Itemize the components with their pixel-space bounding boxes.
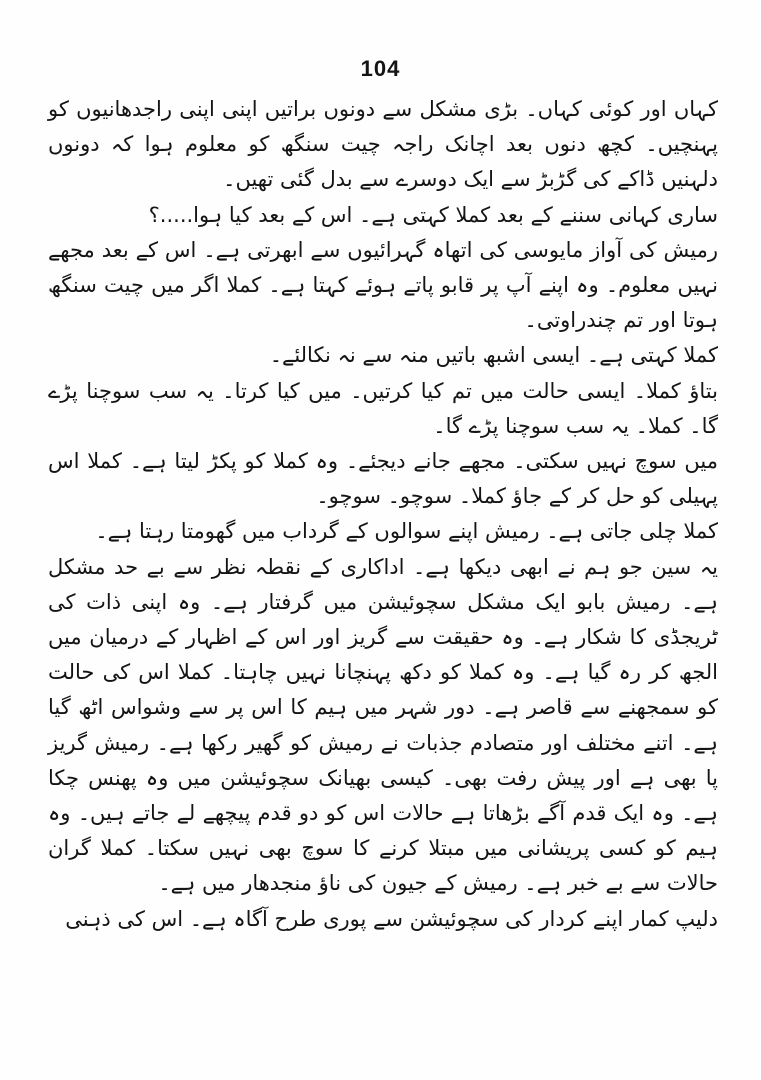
paragraph-8: یہ سین جو ہم نے ابھی دیکھا ہے۔ اداکاری کے نقطہ نظر سے بے حد مشکل ہے۔ رمیش بابو ایک مشکل سچوئیشن میں گرفتار ہے۔ وہ اپنی ذات کی ٹریجڈی کا شکار ہے۔ وہ حقیقت سے گریز اور اس کے اظہار کے درمیان میں الجھ کر رہ گیا ہے۔ وہ کملا کو دکھ پہنچانا نہیں چاہتا۔ کملا اس کی حالت کو سمجھنے سے قاصر ہے۔ دور شہر میں ہیم کا اس پر سے وشواس اٹھ گیا ہے۔ اتنے مختلف اور متصادم جذبات نے رمیش کو گھیر رکھا ہے۔ رمیش گریز پا بھی ہے اور پیش رفت بھی۔ کیسی بھیانک سچوئیشن میں وہ پھنس چکا ہے۔ وہ ایک قدم آگے بڑھاتا ہے حالات اس کو دو قدم پیچھے لے جاتے ہیں۔ وہ ہیم کو کسی پریشانی میں مبتلا کرنے کا سوچ بھی نہیں سکتا۔ کملا گران حالات سے بے خبر ہے۔ رمیش کے جیون کی ناؤ منجدھار میں ہے۔	[48, 554, 718, 896]
paragraph-7: کملا چلی جاتی ہے۔ رمیش اپنے سوالوں کے گرداب میں گھومتا رہتا ہے۔	[95, 519, 718, 544]
paragraph-9: دلیپ کمار اپنے کردار کی سچوئیشن سے پوری طرح آگاہ ہے۔ اس کی ذہنی	[65, 906, 718, 931]
paragraph-2: ساری کہانی سننے کے بعد کملا کہتی ہے۔ اس کے بعد کیا ہوا.....؟	[148, 202, 718, 227]
paragraph-4: کملا کہتی ہے۔ ایسی اشبھ باتیں منہ سے نہ نکالئے۔	[269, 343, 718, 368]
paragraph-3: رمیش کی آواز مایوسی کی اتھاہ گہرائیوں سے ابھرتی ہے۔ اس کے بعد مجھے نہیں معلوم۔ وہ اپنے آپ پر قابو پاتے ہوئے کہتا ہے۔ کملا اگر میں چیت سنگھ ہوتا اور تم چندراوتی۔	[48, 237, 718, 333]
page-number: 104	[360, 56, 401, 81]
paragraph-5: بتاؤ کملا۔ ایسی حالت میں تم کیا کرتیں۔ میں کیا کرتا۔ یہ سب سوچنا پڑے گا۔ کملا۔ یہ سب سوچنا پڑے گا۔	[48, 378, 718, 438]
paragraph-6: میں سوچ نہیں سکتی۔ مجھے جانے دیجئے۔ وہ کملا کو پکڑ لیتا ہے۔ کملا اس پہیلی کو حل کر کے جاؤ کملا۔ سوچو۔ سوچو۔	[48, 449, 718, 509]
paragraph-1: کہاں اور کوئی کہاں۔ بڑی مشکل سے دونوں براتیں اپنی اپنی راجدھانیوں کو پہنچیں۔ کچھ دنوں بعد اچانک راجہ چیت سنگھ کو معلوم ہوا کہ دونوں دلہنیں ڈاکے کی گڑبڑ سے ایک دوسرے سے بدل گئی تھیں۔	[48, 97, 718, 192]
page-text	[48, 92, 718, 937]
